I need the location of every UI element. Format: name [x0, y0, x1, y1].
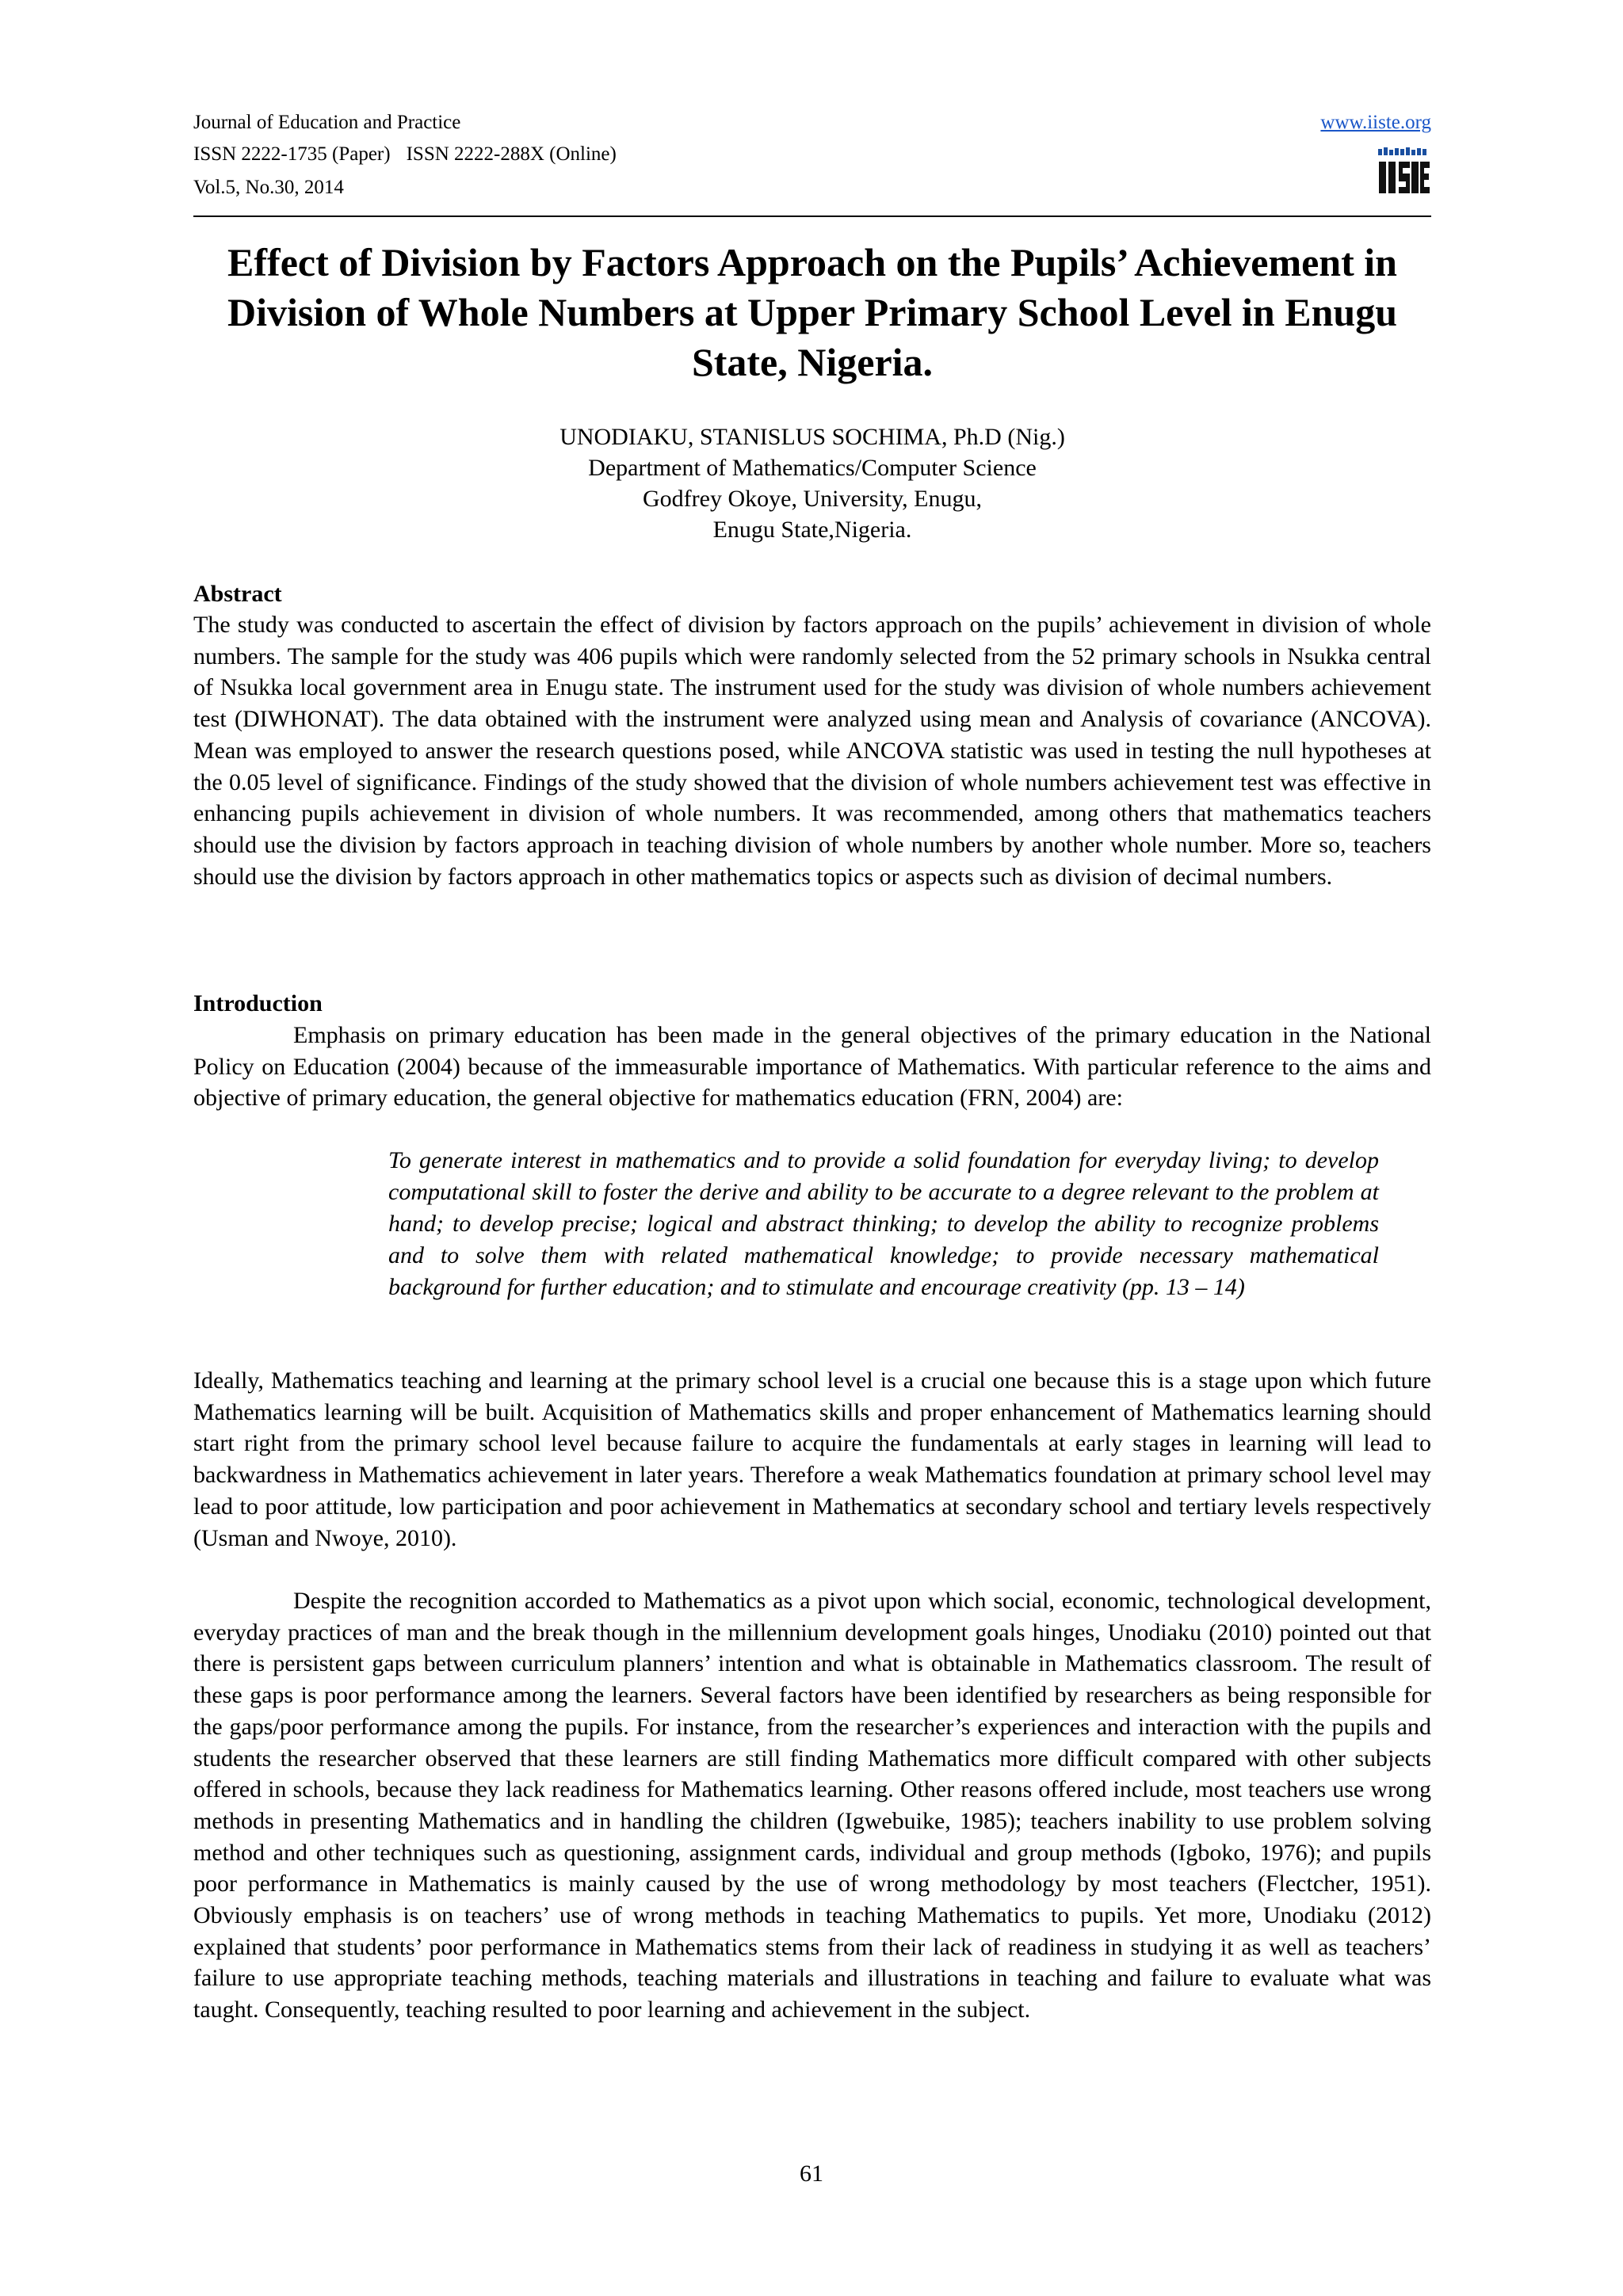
author-block: [193, 421, 1431, 545]
volume-info: Vol.5, No.30, 2014: [193, 177, 344, 198]
intro-paragraph-3: Despite the recognition accorded to Mathematics as a pivot upon which social, economic, technological development, everyday practices of man and the break though in the millennium development goals hinges, Unodiaku (2010) pointed out that there is persistent gaps between curriculum planners’ intention and what is obtainable in Mathematics classroom. The result of these gaps is poor performance among the learners. Several factors have been identified by researchers as being responsible for the gaps/poor performance among the pupils. For instance, from the researcher’s experiences and interaction with the pupils and students the researcher observed that these learners are still finding Mathematics more difficult compared with other subjects offered in schools, because they lack readiness for Mathematics learning. Other reasons offered include, most teachers use wrong methods in presenting Mathematics and in handling the children (Igwebuike, 1985); teachers inability to use problem solving method and other techniques such as questioning, assignment cards, individual and group methods (Igboko, 1976); and pupils poor performance in Mathematics is mainly caused by the use of wrong methodology by most teachers (Flectcher, 1951). Obviously emphasis is on teachers’ use of wrong methods in teaching Mathematics to pupils. Yet more, Unodiaku (2012) explained that students’ poor performance in Mathematics stems from their lack of readiness in studying it as well as teachers’ failure to use appropriate teaching methods, teaching materials and illustrations in teaching and failure to evaluate what was taught. Consequently, teaching resulted to poor learning and achievement in the subject.: [193, 1588, 1431, 2023]
objectives-quote: To generate interest in mathematics and to provide a solid foundation for everyday living; to develop computational skill to foster the derive and ability to be accurate to a degree relevant to the problem at hand; to develop precise; logical and abstract thinking; to develop the ability to recognize problems and to solve them with related mathematical knowledge; to provide necessary mathematical background for further education; and to stimulate and encourage creativity (pp. 13 – 14): [388, 1147, 1379, 1300]
author-name: UNODIAKU, STANISLUS SOCHIMA, Ph.D (Nig.): [559, 424, 1065, 450]
journal-header: [193, 111, 1431, 214]
abstract-text: The study was conducted to ascertain the effect of division by factors approach on the pupils’ achievement in division of whole numbers. The sample for the study was 406 pupils which were randomly selected from the 52 primary schools in Nsukka central of Nsukka local government area in Enugu state. The instrument used for the study was division of whole numbers achievement test (DIWHONAT). The data obtained with the instrument were analyzed using mean and Analysis of covariance (ANCOVA). Mean was employed to answer the research questions posed, while ANCOVA statistic was used in testing the null hypotheses at the 0.05 level of significance. Findings of the study showed that the division of whole numbers achievement test was effective in enhancing pupils achievement in division of whole numbers. It was recommended, among others that mathematics teachers should use the division by factors approach in teaching division of whole numbers by another whole number. More so, teachers should use the division by factors approach in other mathematics topics or aspects such as division of decimal numbers.: [193, 612, 1431, 890]
journal-url-link[interactable]: www.iiste.org: [1320, 112, 1431, 133]
intro-paragraph-1: Emphasis on primary education has been made in the general objectives of the primary education in the National Policy on Education (2004) because of the immeasurable importance of Mathematics. With particular reference to the aims and objective of primary education, the general objective for mathematics education (FRN, 2004) are:: [193, 1022, 1431, 1112]
author-location: Enugu State,Nigeria.: [712, 517, 912, 543]
journal-name: Journal of Education and Practice: [193, 112, 461, 133]
issn-paper: ISSN 2222-1735 (Paper): [193, 143, 391, 165]
introduction-heading: Introduction: [193, 990, 323, 1016]
abstract-heading: Abstract: [193, 581, 282, 607]
iiste-logo: [1376, 147, 1431, 196]
issn-online: ISSN 2222-288X (Online): [406, 143, 617, 165]
header-rule: [193, 215, 1431, 217]
issn-line: [193, 143, 617, 166]
page-number: 61: [800, 2161, 823, 2187]
paper-title: Effect of Division by Factors Approach on the Pupils’ Achievement in Division of Whole Numbers at Upper Primary School Level in Enugu State, Nigeria.: [227, 240, 1398, 384]
intro-paragraph-2: Ideally, Mathematics teaching and learning at the primary school level is a crucial one because this is a stage upon which future Mathematics learning will be built. Acquisition of Mathematics skills and proper enhancement of Mathematics learning should start right from the primary school level because failure to acquire the fundamentals at early stages in learning will lead to backwardness in Mathematics achievement in later years. Therefore a weak Mathematics foundation at primary school level may lead to poor attitude, low participation and poor achievement in Mathematics at secondary school and tertiary levels respectively (Usman and Nwoye, 2010).: [193, 1367, 1431, 1551]
author-institution: Godfrey Okoye, University, Enugu,: [643, 486, 982, 512]
author-department: Department of Mathematics/Computer Science: [588, 455, 1037, 481]
